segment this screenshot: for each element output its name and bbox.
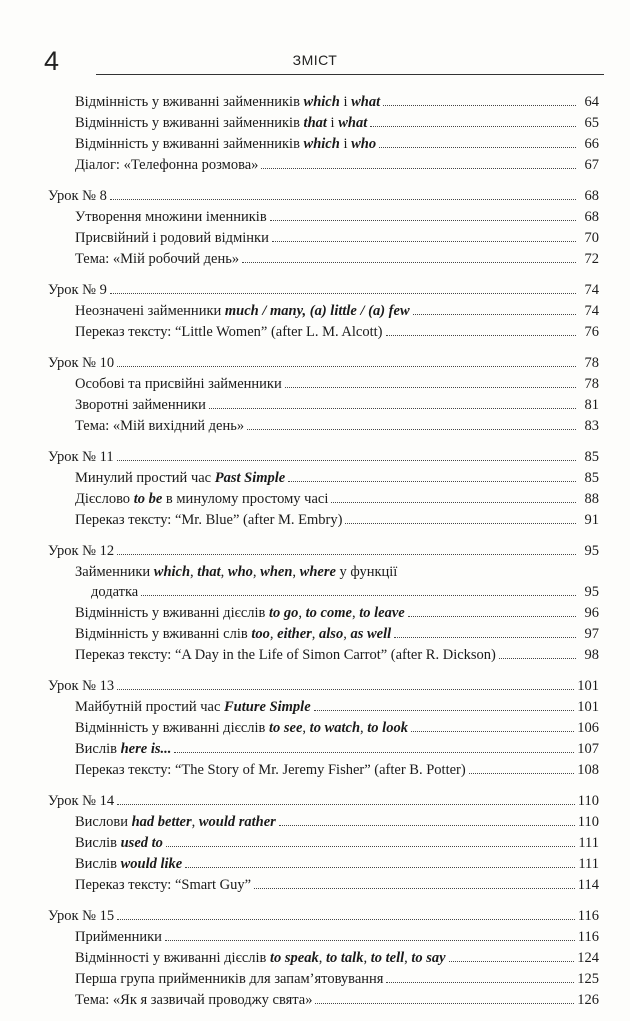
dot-leader: [110, 199, 576, 200]
toc-section: [48, 906, 599, 1011]
toc-entry-row[interactable]: [48, 395, 599, 416]
entry-text: [75, 155, 258, 176]
header-rule: [96, 74, 604, 75]
entry-text-part: ,: [360, 720, 368, 736]
dot-leader: [383, 105, 576, 106]
entry-text: ,: [292, 564, 300, 580]
entry-text: [75, 134, 376, 155]
entry-text-part: і: [339, 94, 352, 110]
entry-text-part: Тема: «Як я зазвичай проводжу свята»: [75, 992, 313, 1008]
lesson-title: Урок № 8: [48, 188, 107, 204]
toc-entry-row[interactable]: [48, 875, 599, 896]
entry-text: [75, 969, 383, 990]
entry-text-part: ,: [302, 720, 310, 736]
toc-entry-row[interactable]: [48, 489, 599, 510]
entry-text-part: Відмінність у вживанні дієслів: [75, 605, 269, 621]
emphasized-term: which: [303, 136, 340, 152]
entry-text: [75, 322, 383, 343]
page-ref: 110: [577, 814, 599, 830]
page-ref: 95: [584, 584, 599, 600]
entry-text: [75, 760, 466, 781]
lesson-title: Урок № 13: [48, 678, 115, 694]
emphasized-term: to go: [269, 605, 299, 621]
entry-text-part: ,: [404, 950, 412, 966]
entry-text: [75, 875, 251, 896]
toc-section: [48, 791, 599, 896]
toc-entry-row[interactable]: [48, 697, 599, 718]
entry-text: [75, 624, 391, 645]
page-ref: 107: [577, 741, 599, 757]
dot-leader: [279, 825, 575, 826]
toc-entry-row[interactable]: [48, 374, 599, 395]
page-ref: 95: [584, 543, 599, 559]
entry-text: [75, 927, 162, 948]
emphasized-term: to look: [367, 720, 408, 736]
emphasized-term: would like: [120, 856, 183, 872]
entry-text: [75, 395, 206, 416]
toc-entry-row[interactable]: [48, 739, 599, 760]
emphasized-term: when: [260, 564, 293, 580]
toc-entry-row[interactable]: [48, 416, 599, 437]
page-number: 4: [44, 46, 60, 76]
emphasized-term: either: [277, 626, 312, 642]
entry-text-part: Вислів: [75, 856, 121, 872]
lesson-heading-row[interactable]: [48, 186, 599, 207]
entry-text-part: Діалог: «Телефонна розмова»: [75, 157, 259, 173]
toc-entry-row[interactable]: [48, 207, 599, 228]
entry-text-part: Тема: «Мій вихідний день»: [75, 418, 245, 434]
dot-leader: [242, 262, 576, 263]
entry-text-part: Дієслово: [75, 491, 134, 507]
page-ref: 125: [577, 971, 599, 987]
page-ref: 116: [577, 929, 599, 945]
entry-text-part: ,: [298, 605, 306, 621]
entry-text-part: ,: [311, 626, 320, 642]
entry-text-part: ,: [343, 626, 351, 642]
dot-leader: [315, 1003, 574, 1004]
page-ref: 85: [584, 470, 599, 486]
entry-text-part: ,: [363, 950, 371, 966]
emphasized-term: what: [351, 94, 381, 110]
header-title: ЗМІСТ: [292, 52, 338, 68]
entry-text: [75, 603, 405, 624]
lesson-heading-row[interactable]: [48, 676, 599, 697]
entry-text-part: Відмінність у вживанні займенників: [75, 136, 304, 152]
entry-text: [75, 207, 267, 228]
dot-leader: [247, 429, 576, 430]
entry-text-part: Переказ тексту: “Smart Guy”: [75, 877, 252, 893]
entry-text-part: Переказ тексту: “The Story of Mr. Jeremy Fisher” (after B. Potter): [75, 762, 466, 778]
toc-entry-row[interactable]: [48, 155, 599, 176]
dot-leader: [261, 168, 576, 169]
page-ref: 101: [577, 678, 599, 694]
page-ref: 81: [584, 397, 599, 413]
page-ref: 74: [584, 303, 599, 319]
page-ref: 76: [584, 324, 599, 340]
toc-entry-row[interactable]: [48, 134, 599, 155]
emphasized-term: to speak: [270, 950, 319, 966]
entry-text-part: Майбутній простий час: [75, 699, 225, 715]
emphasized-term: to watch: [309, 720, 361, 736]
page-ref: 101: [577, 699, 599, 715]
page-ref: 96: [584, 605, 599, 621]
dot-leader: [413, 314, 576, 315]
entry-text-part: Відмінність у вживанні займенників: [75, 94, 304, 110]
lesson-title: Урок № 10: [48, 355, 115, 371]
dot-leader: [117, 804, 575, 805]
dot-leader: [174, 752, 574, 753]
toc-entry-row[interactable]: [48, 322, 599, 343]
entry-text-part: Прийменники: [75, 929, 162, 945]
emphasized-term: to talk: [325, 950, 364, 966]
entry-text-part: Відмінність у вживанні дієслів: [75, 720, 269, 736]
dot-leader: [394, 637, 576, 638]
entry-text-part: ,: [191, 814, 199, 830]
entry-text-part: Переказ тексту: “Mr. Blue” (after M. Embry): [75, 512, 343, 528]
emphasized-term: to tell: [370, 950, 405, 966]
lesson-title: Урок № 15: [48, 908, 115, 924]
toc-entry-row[interactable]: [48, 228, 599, 249]
dot-leader: [411, 731, 574, 732]
emphasized-term: used to: [120, 835, 163, 851]
toc-section: [48, 676, 599, 781]
lesson-title: Урок № 12: [48, 543, 115, 559]
table-of-contents: [48, 92, 599, 1021]
page-ref: 111: [578, 835, 599, 851]
entry-text-part: Переказ тексту: “Little Women” (after L. M. Alcott): [75, 324, 383, 340]
entry-text: ,: [252, 564, 261, 580]
page-ref: 67: [584, 157, 599, 173]
entry-text-part: Вислів: [75, 741, 121, 757]
dot-leader: [117, 554, 576, 555]
toc-entry-row[interactable]: [48, 948, 599, 969]
dot-leader: [285, 387, 576, 388]
toc-section: [48, 186, 599, 270]
page-ref: 98: [584, 647, 599, 663]
page-ref: 85: [584, 449, 599, 465]
entry-text-part: Зворотні займенники: [75, 397, 206, 413]
entry-text: [75, 301, 410, 322]
dot-leader: [166, 846, 575, 847]
page-ref: 108: [577, 762, 599, 778]
entry-text-part: ,: [318, 950, 326, 966]
entry-text-part: Минулий простий час: [75, 470, 215, 486]
dot-leader: [379, 147, 576, 148]
entry-text: [75, 948, 446, 969]
emphasized-term: to leave: [359, 605, 405, 621]
dot-leader: [370, 126, 576, 127]
lesson-heading-row[interactable]: [48, 906, 599, 927]
toc-entry-row[interactable]: [48, 468, 599, 489]
toc-section: [48, 353, 599, 437]
page-ref: 124: [577, 950, 599, 966]
emphasized-term: Future Simple: [224, 699, 311, 715]
entry-text-part: Відмінність у вживанні слів: [75, 626, 252, 642]
toc-entry-row[interactable]: [48, 812, 599, 833]
entry-text-part: Особові та присвійні займенники: [75, 376, 282, 392]
dot-leader: [110, 293, 576, 294]
toc-entry-row[interactable]: [48, 718, 599, 739]
toc-entry-row[interactable]: [48, 990, 599, 1011]
toc-entry-row[interactable]: [48, 969, 599, 990]
entry-text-part: Перша група прийменників для запам’ятовування: [75, 971, 384, 987]
emphasized-term: which: [153, 564, 191, 580]
dot-leader: [314, 710, 575, 711]
toc-entry-row[interactable]: [48, 927, 599, 948]
page-ref: 65: [584, 115, 599, 131]
dot-leader: [117, 366, 576, 367]
emphasized-term: which: [303, 94, 340, 110]
toc-entry-row[interactable]: [48, 249, 599, 270]
dot-leader: [254, 888, 575, 889]
toc-entry-first-line: [48, 562, 599, 582]
entry-text-part: Вислови: [75, 814, 132, 830]
dot-leader: [469, 773, 575, 774]
entry-text: [75, 374, 282, 395]
entry-text-part: Відмінність у вживанні займенників: [75, 115, 304, 131]
emphasized-term: had better: [131, 814, 192, 830]
dot-leader: [117, 460, 576, 461]
lesson-title: Урок № 9: [48, 282, 107, 298]
emphasized-term: much / many, (a) little / (a) few: [224, 303, 410, 319]
emphasized-term: that: [303, 115, 327, 131]
entry-text: [75, 468, 285, 489]
entry-text: [75, 812, 276, 833]
emphasized-term: here is...: [120, 741, 172, 757]
entry-text: [75, 113, 367, 134]
emphasized-term: to be: [133, 491, 163, 507]
emphasized-term: to say: [411, 950, 446, 966]
toc-entry-row[interactable]: [48, 624, 599, 645]
emphasized-term: Past Simple: [214, 470, 286, 486]
lesson-heading-row[interactable]: [48, 447, 599, 468]
entry-text: Займенники: [75, 564, 154, 580]
toc-entry-row[interactable]: [48, 854, 599, 875]
dot-leader: [165, 940, 575, 941]
emphasized-term: that: [197, 564, 221, 580]
entry-text: [75, 510, 342, 531]
entry-text: [75, 92, 380, 113]
page-ref: 126: [577, 992, 599, 1008]
entry-text: [75, 990, 312, 1011]
emphasized-term: what: [338, 115, 368, 131]
page-ref: 74: [584, 282, 599, 298]
entry-text-part: ,: [351, 605, 360, 621]
page-ref: 83: [584, 418, 599, 434]
emphasized-term: where: [299, 564, 336, 580]
toc-section: [48, 92, 599, 176]
emphasized-term: to see: [269, 720, 303, 736]
emphasized-term: who: [227, 564, 253, 580]
page-ref: 88: [584, 491, 599, 507]
lesson-title: Урок № 11: [48, 449, 114, 465]
toc-entry-row[interactable]: [48, 833, 599, 854]
toc-section: [48, 541, 599, 666]
dot-leader: [209, 408, 576, 409]
entry-text-part: Відмінності у вживанні дієслів: [75, 950, 270, 966]
page-ref: 78: [584, 376, 599, 392]
toc-entry-row[interactable]: [48, 582, 599, 603]
toc-section: [48, 280, 599, 343]
dot-leader: [331, 502, 576, 503]
page-ref: 111: [578, 856, 599, 872]
page-ref: 110: [577, 793, 599, 809]
entry-text: у функції: [335, 564, 398, 580]
lesson-heading-row[interactable]: [48, 541, 599, 562]
entry-text: [75, 416, 244, 437]
toc-section: [48, 447, 599, 531]
page-ref: 72: [584, 251, 599, 267]
entry-text-part: в минулому простому часі: [162, 491, 329, 507]
entry-text: ,: [190, 564, 198, 580]
dot-leader: [288, 481, 576, 482]
entry-text-part: Переказ тексту: “A Day in the Life of Simon Carrot” (after R. Dickson): [75, 647, 496, 663]
dot-leader: [386, 982, 574, 983]
page-ref: 70: [584, 230, 599, 246]
entry-text-part: ,: [269, 626, 278, 642]
page-ref: 66: [584, 136, 599, 152]
page-ref: 64: [584, 94, 599, 110]
dot-leader: [272, 241, 576, 242]
emphasized-term: to come: [305, 605, 352, 621]
emphasized-term: who: [351, 136, 377, 152]
entry-text-part: Вислів: [75, 835, 121, 851]
toc-entry-row[interactable]: [48, 92, 599, 113]
toc-entry-row[interactable]: [48, 645, 599, 666]
lesson-heading-row[interactable]: [48, 353, 599, 374]
emphasized-term: also: [319, 626, 344, 642]
toc-entry-row[interactable]: [48, 113, 599, 134]
entry-text: [75, 854, 182, 875]
entry-text: [75, 833, 163, 854]
dot-leader: [345, 523, 576, 524]
toc-entry-row[interactable]: [48, 301, 599, 322]
dot-leader: [117, 689, 574, 690]
page-ref: 97: [584, 626, 599, 642]
dot-leader: [386, 335, 577, 336]
emphasized-term: would rather: [198, 814, 276, 830]
dot-leader: [117, 919, 575, 920]
entry-text-part: Тема: «Мій робочий день»: [75, 251, 240, 267]
page-ref: 91: [584, 512, 599, 528]
entry-text-part: і: [339, 136, 352, 152]
emphasized-term: as well: [350, 626, 392, 642]
entry-text: [75, 228, 269, 249]
entry-text: [75, 645, 496, 666]
entry-text: [75, 718, 408, 739]
entry-text-part: і: [326, 115, 339, 131]
emphasized-term: too: [251, 626, 270, 642]
dot-leader: [499, 658, 576, 659]
entry-text-part: Неозначені займенники: [75, 303, 225, 319]
page-ref: 78: [584, 355, 599, 371]
dot-leader: [141, 595, 576, 596]
entry-text: [75, 249, 239, 270]
page-ref: 106: [577, 720, 599, 736]
entry-text: додатка: [91, 584, 139, 600]
dot-leader: [270, 220, 576, 221]
lesson-title: Урок № 14: [48, 793, 115, 809]
entry-text: [75, 697, 311, 718]
toc-entry-row[interactable]: [48, 603, 599, 624]
page-ref: 114: [577, 877, 599, 893]
entry-text-part: Утворення множини іменників: [75, 209, 267, 225]
toc-entry-row[interactable]: [48, 510, 599, 531]
dot-leader: [449, 961, 575, 962]
lesson-heading-row[interactable]: [48, 280, 599, 301]
page-ref: 68: [584, 188, 599, 204]
toc-entry-row[interactable]: [48, 760, 599, 781]
entry-text: [75, 739, 171, 760]
entry-text: [75, 489, 328, 510]
entry-text: ,: [220, 564, 228, 580]
page-ref: 116: [577, 908, 599, 924]
entry-text-part: Присвійний і родовий відмінки: [75, 230, 269, 246]
page-ref: 68: [584, 209, 599, 225]
lesson-heading-row[interactable]: [48, 791, 599, 812]
dot-leader: [185, 867, 575, 868]
dot-leader: [408, 616, 576, 617]
